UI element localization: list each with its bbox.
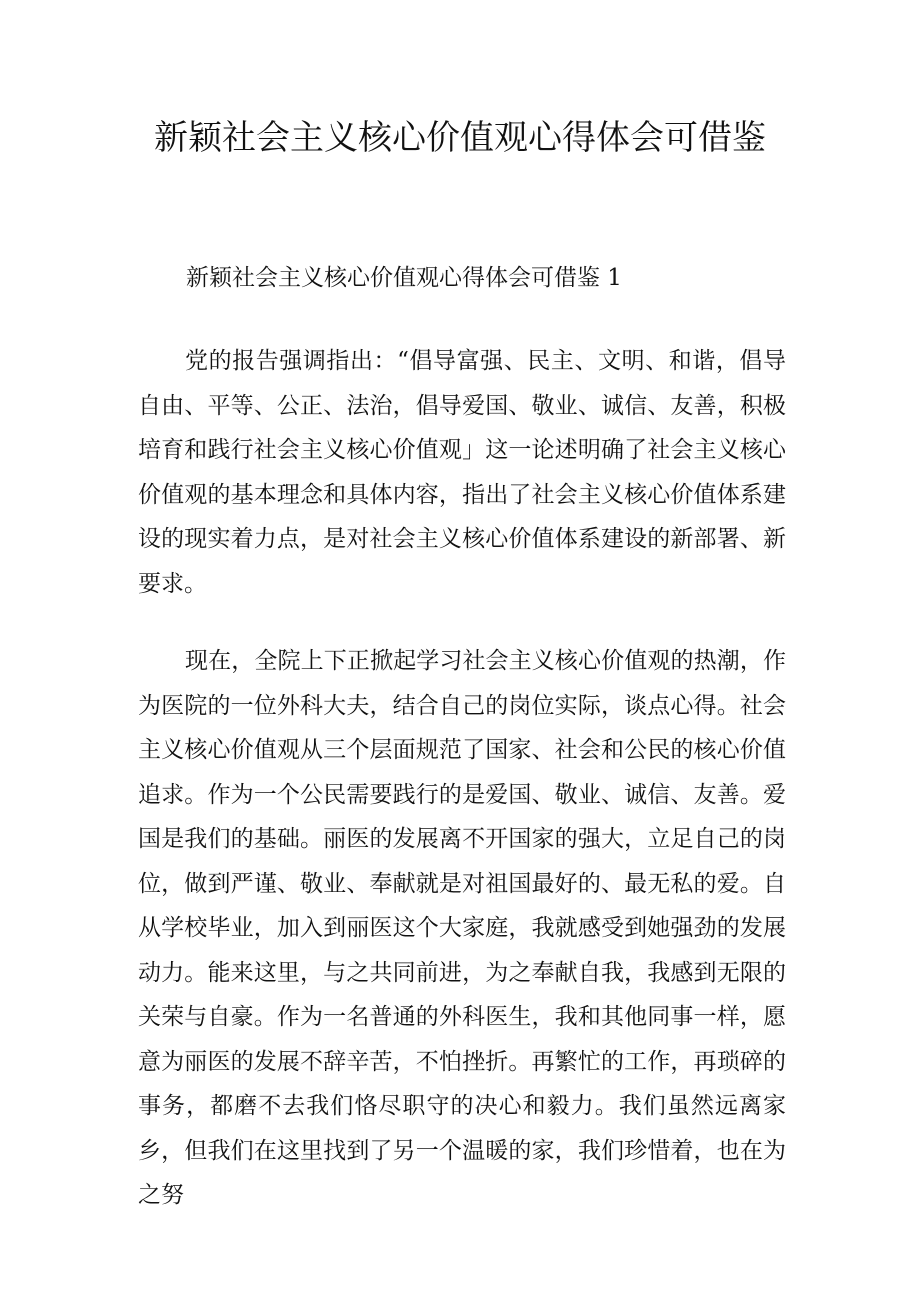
section-heading: 新颖社会主义核心价值观心得体会可借鉴 1	[186, 265, 622, 291]
paragraph-1: 党的报告强调指出：“倡导富强、民主、文明、和谐，倡导自由、平等、公正、法治，倡导爱国、敬业、诚信、友善，积极培育和践行社会主义核心价值观」这一论述明确了社会主义核心价值观的基本理念和具体内容，指出了社会主义核心价值体系建设的现实着力点，是对社会主义核心价值体系建设的新部署、新要求。	[138, 348, 786, 597]
document-title: 新颖社会主义核心价值观心得体会可借鉴	[154, 118, 766, 158]
paragraph-2: 现在，全院上下正掀起学习社会主义核心价值观的热潮，作为医院的一位外科大夫，结合自己的岗位实际，谈点心得。社会主义核心价值观从三个层面规范了国家、社会和公民的核心价值追求。作为一个公民需要践行的是爱国、敬业、诚信、友善。爱国是我们的基础。丽医的发展离不开国家的强大，立足自己的岗位，做到严谨、敬业、奉献就是对祖国最好的、最无私的爱。自从学校毕业，加入到丽医这个大家庭，我就感受到她强劲的发展动力。能来这里，与之共同前进，为之奉献自我，我感到无限的关荣与自豪。作为一名普通的外科医生，我和其他同事一样，愿意为丽医的发展不辞辛苦，不怕挫折。再繁忙的工作，再琐碎的事务，都磨不去我们恪尽职守的决心和毅力。我们虽然远离家乡，但我们在这里找到了另一个温暖的家，我们珍惜着，也在为之努	[138, 648, 786, 1208]
